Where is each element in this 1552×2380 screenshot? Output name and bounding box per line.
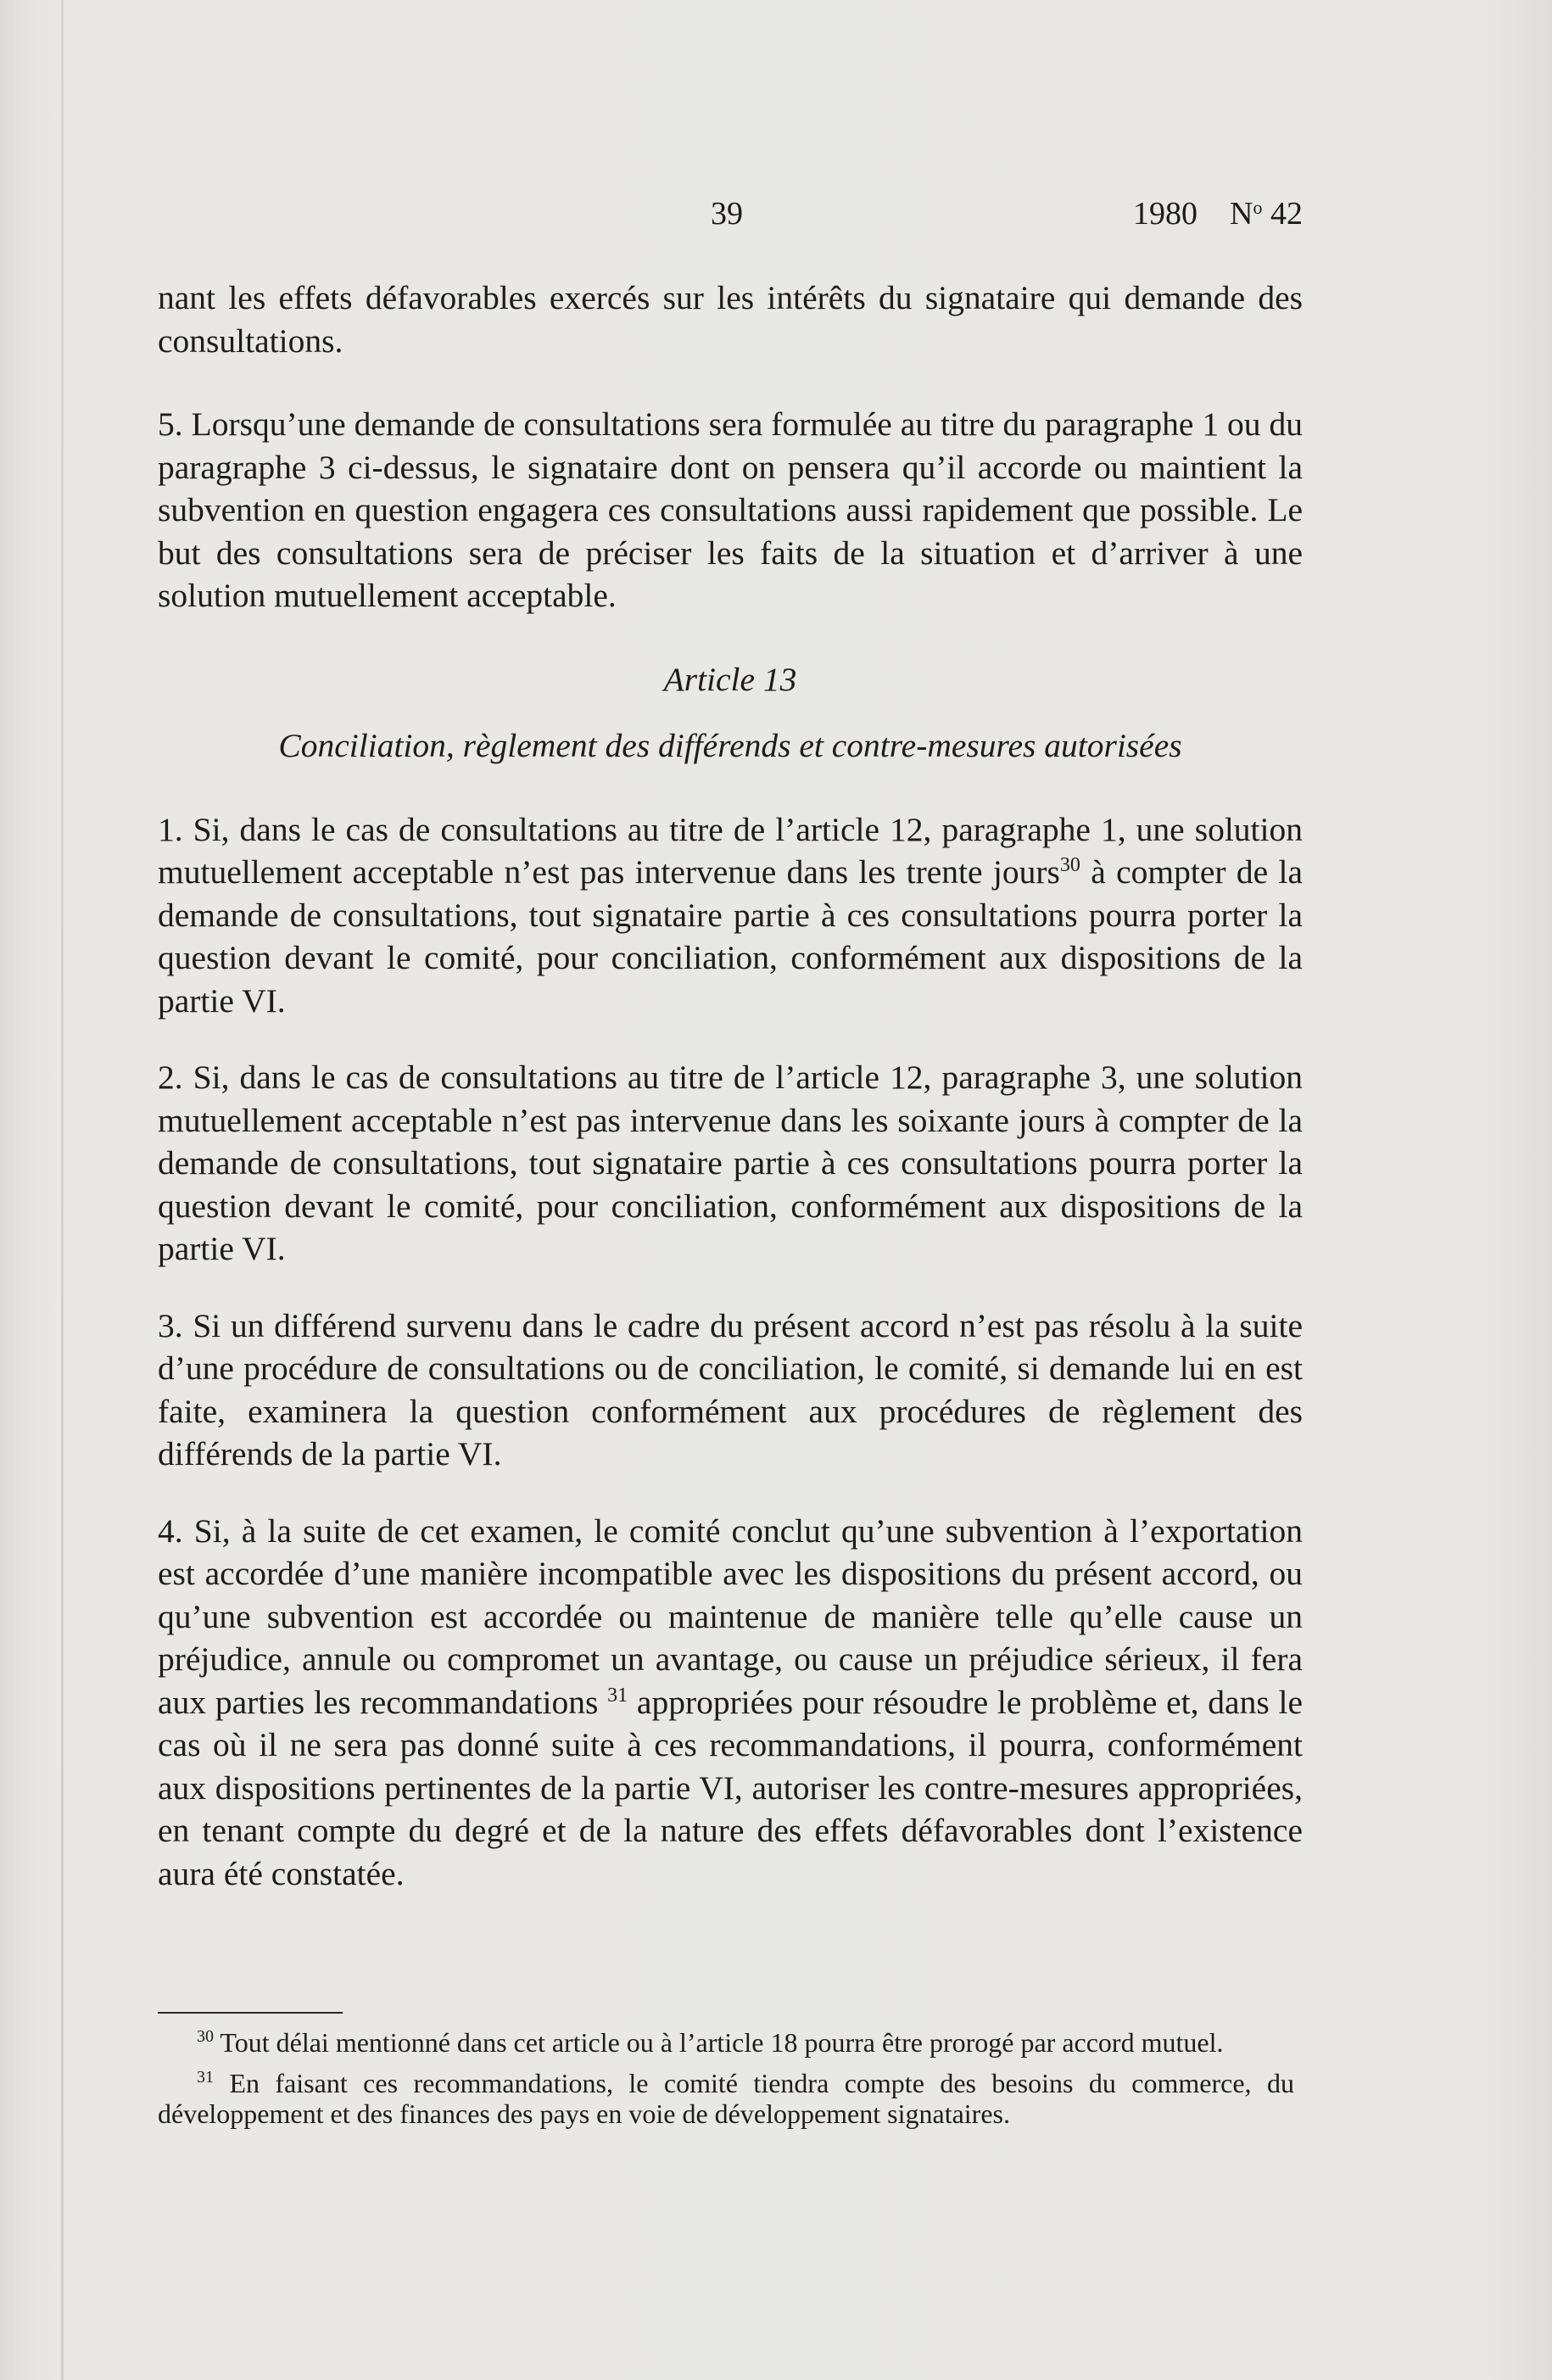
footnote-text-30: Tout délai mentionné dans cet article ou à l’article 18 pourra être prorogé par accord mutuel. — [214, 2027, 1224, 2058]
footnotes — [158, 2027, 1294, 2129]
page-number: 39 — [711, 196, 743, 232]
paragraph-4-text-a: 4. Si, à la suite de cet examen, le comité conclut qu’une subvention à l’exportation est accordée d’une manière incompatible avec les dispositions du présent accord, ou qu’une subvention est accordée ou maintenue de manière telle qu’elle cause un préjudice, annule ou compromet un avantage, ou cause un préjudice sérieux, il fera aux parties les recommandations — [158, 1511, 1303, 1721]
paragraph-4 — [158, 1510, 1303, 1896]
paragraph-1 — [158, 808, 1303, 1023]
footnote-text-31: En faisant ces recommandations, le comité tiendra compte des besoins du commerce, du développement et des finances des pays en voie de développement signataires. — [158, 2068, 1294, 2129]
document-reference — [1133, 195, 1303, 232]
footnote-mark-30: 30 — [197, 2027, 214, 2046]
document-year: 1980 — [1133, 196, 1198, 232]
paragraph-1-text-a: 1. Si, dans le cas de consultations au titre de l’article 12, paragraphe 1, une solution mutuellement acceptable n’est pas intervenue dans les trente jours — [158, 810, 1303, 891]
page-header — [158, 195, 1303, 237]
footnote-mark-31: 31 — [197, 2068, 214, 2087]
paragraph-2: 2. Si, dans le cas de consultations au titre de l’article 12, paragraphe 3, une solution mutuellement acceptable n’est pas intervenue dans les soixante jours à compter de la demande de consultations, tout signataire partie à ces consultations pourra porter la question devant le comité, pour conciliation, conformément aux dispositions de la partie VI. — [158, 1059, 1303, 1267]
footnote-ref-31[interactable]: 31 — [607, 1684, 628, 1707]
paragraph-3: 3. Si un différend survenu dans le cadre du présent accord n’est pas résolu à la suite d’une procédure de consultations ou de conciliation, le comité, si demande lui en est faite, examinera la question conformément aux procédures de règlement des différends de la partie VI. — [158, 1306, 1303, 1472]
footnote-31 — [158, 2068, 1294, 2129]
paragraph-4-text-b: appropriées pour résoudre le problème et, dans le cas où il ne sera pas donné suite à ces recommandations, il pourra, conformément aux dispositions pertinentes de la partie VI, autoriser les contre-mesures appropriées, en tenant compte du degré et de la nature des effets défavorables dont l’existence aura été constatée. — [158, 1683, 1303, 1892]
document-number-prefix: N — [1230, 196, 1253, 232]
footnote-30 — [158, 2027, 1294, 2058]
article-subtitle: Conciliation, règlement des différends et contre-mesures autorisées — [278, 727, 1182, 764]
body-text — [158, 277, 1303, 1895]
footnote-separator — [158, 2012, 343, 2014]
page-gutter-shadow — [61, 0, 64, 2380]
paragraph-1-text-b: à compter de la demande de consultations, tout signataire partie à ces consultations pourra porter la question devant le comité, pour conciliation, conformément aux dispositions de la partie VI. — [158, 853, 1303, 1020]
article-title: Article 13 — [663, 660, 797, 698]
intro-paragraph: nant les effets défavorables exercés sur les intérêts du signataire qui demande des consultations. — [158, 279, 1303, 360]
document-number-sup: o — [1253, 197, 1263, 218]
document-number: 42 — [1270, 196, 1303, 232]
paragraph-5: 5. Lorsqu’une demande de consultations sera formulée au titre du paragraphe 1 ou du paragraphe 3 ci-dessus, le signataire dont on pensera qu’il accorde ou maintient la subvention en question engagera ces consultations aussi rapidement que possible. Le but des consultations sera de préciser les faits de la situation et d’arriver à une solution mutuellement acceptable. — [158, 405, 1303, 614]
footnote-ref-30[interactable]: 30 — [1059, 854, 1080, 876]
